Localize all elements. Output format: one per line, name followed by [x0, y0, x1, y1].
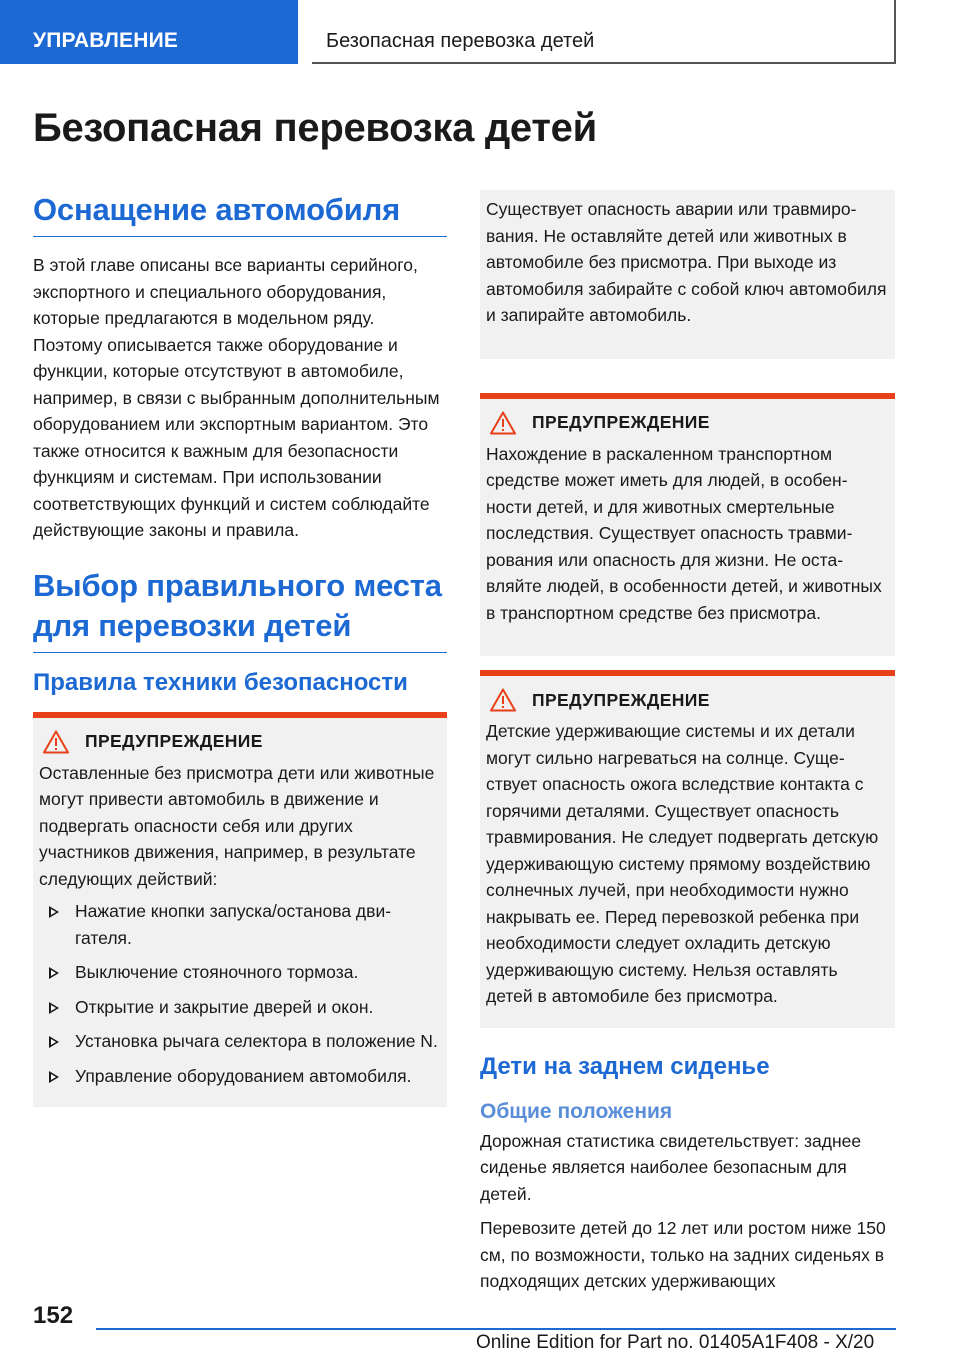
warning-box-continued: [480, 190, 895, 359]
warning-header: [486, 688, 887, 712]
heading-equipment: Оснащение автомобиля: [33, 190, 447, 237]
list-item-text: Управление оборудованием автомобиля.: [75, 1065, 412, 1086]
warning-title: ПРЕДУПРЕЖДЕНИЕ: [532, 689, 710, 710]
paragraph-equipment: В этой главе описаны все варианты серийного, экспортного и специального оборудования, которые предлагаются в модельном ряду. Поэтому описывается также оборудование и функции, которые отсутствуют в автомобиле, например, в связи с выбранным дополнительным оборудованием или экспортным вариантом. Это также относится к важным для безопасности функциям и системам. При использовании соответствующих функций и систем соблюдайте действующие законы и правила.: [33, 255, 440, 540]
paragraph-general-1: Дорожная статистика свидетельствует: заднее сиденье является наиболее безопасным для детей.: [480, 1130, 862, 1204]
footer-divider: [96, 1328, 896, 1330]
left-column: [33, 190, 447, 1107]
warning-box-hot-vehicle: [480, 393, 895, 657]
page-number: 152: [33, 1302, 74, 1329]
list-item-text: Открытие и закрытие дверей и окон.: [75, 996, 374, 1017]
paragraph-general-2: Перевозите детей до 12 лет или ростом ниже 150 см, по возможности, только на задних сиденьях в подходящих детских удерживающих: [480, 1218, 886, 1291]
warning-triangle-icon: [43, 730, 69, 754]
triangle-bullet-icon: [49, 906, 59, 918]
triangle-bullet-icon: [49, 1036, 59, 1048]
warning-text-continued: Существует опасность аварии или травмирования. Не оставляйте детей или животных в автомобиле без присмотра. При выходе из автомобиля забирайте с собой ключ автомобиля и запирайте автомобиль.: [486, 199, 887, 325]
triangle-bullet-icon: [49, 1002, 59, 1014]
warning-title: ПРЕДУПРЕЖДЕНИЕ: [85, 731, 263, 751]
list-item: [39, 1028, 439, 1055]
list-item: [39, 959, 439, 986]
heading-general: Общие положения: [480, 1099, 673, 1123]
header-section-tab: УПРАВЛЕНИЕ: [0, 0, 298, 64]
heading-choose-place: Выбор правильного места для перевозки детей: [33, 566, 447, 653]
heading-rear-seat: Дети на заднем сиденье: [480, 1052, 770, 1080]
warning-box-hot-seat: [480, 670, 895, 1028]
heading-safety-rules: Правила техники безопасности: [33, 668, 408, 696]
warning-text: Детские удерживающие системы и их детали могут сильно нагреваться на солнце. Существует опасность ожога вследствие контакта с горячими деталями. Существует опасность травмирования. Не следует подвергать детскую удерживающую систему прямому воздействию солнечных лучей, при необходимости нужно накрывать ее. Перед перевозкой ребенка при необходимости следует охладить детскую удерживающую систему. Нельзя оставлять детей в автомобиле без присмотра.: [486, 721, 879, 1006]
warning-text: Оставленные без присмотра дети или животные могут привести автомобиль в движение и подвергать опасности себя или других участников движения, например, в результате следующих действий:: [39, 762, 435, 889]
list-item: [39, 994, 439, 1021]
warning-text: Нахождение в раскаленном транспортном средстве может иметь для людей, в особенности детей, и для животных смертельные последствия. Существует опасность травмирования или опасность для жизни. Не оставляйте людей, в особенности детей, и животных в транспортном средстве без присмотра.: [486, 443, 882, 623]
list-item-text: Установка рычага селектора в положение N.: [75, 1031, 438, 1051]
list-item-text: Нажатие кнопки запуска/останова двигателя.: [75, 901, 392, 948]
right-column: [480, 190, 895, 1303]
warning-box-unattended: [33, 712, 447, 1108]
list-item: [39, 898, 439, 951]
warning-triangle-icon: [490, 411, 516, 435]
warning-header: [486, 411, 887, 435]
header-chapter-title: Безопасная перевозка детей: [312, 0, 896, 64]
list-item-text: Выключение стояночного тормоза.: [75, 962, 359, 982]
page-title: Безопасная перевозка детей: [33, 106, 597, 150]
warning-header: [39, 730, 439, 754]
warning-title: ПРЕДУПРЕЖДЕНИЕ: [532, 412, 710, 432]
warning-action-list: [39, 898, 439, 1089]
list-item: [39, 1063, 439, 1090]
warning-triangle-icon: [490, 688, 516, 712]
triangle-bullet-icon: [49, 1071, 59, 1083]
footer-edition: Online Edition for Part no. 01405A1F408 - X/20: [476, 1332, 875, 1353]
triangle-bullet-icon: [49, 967, 59, 979]
